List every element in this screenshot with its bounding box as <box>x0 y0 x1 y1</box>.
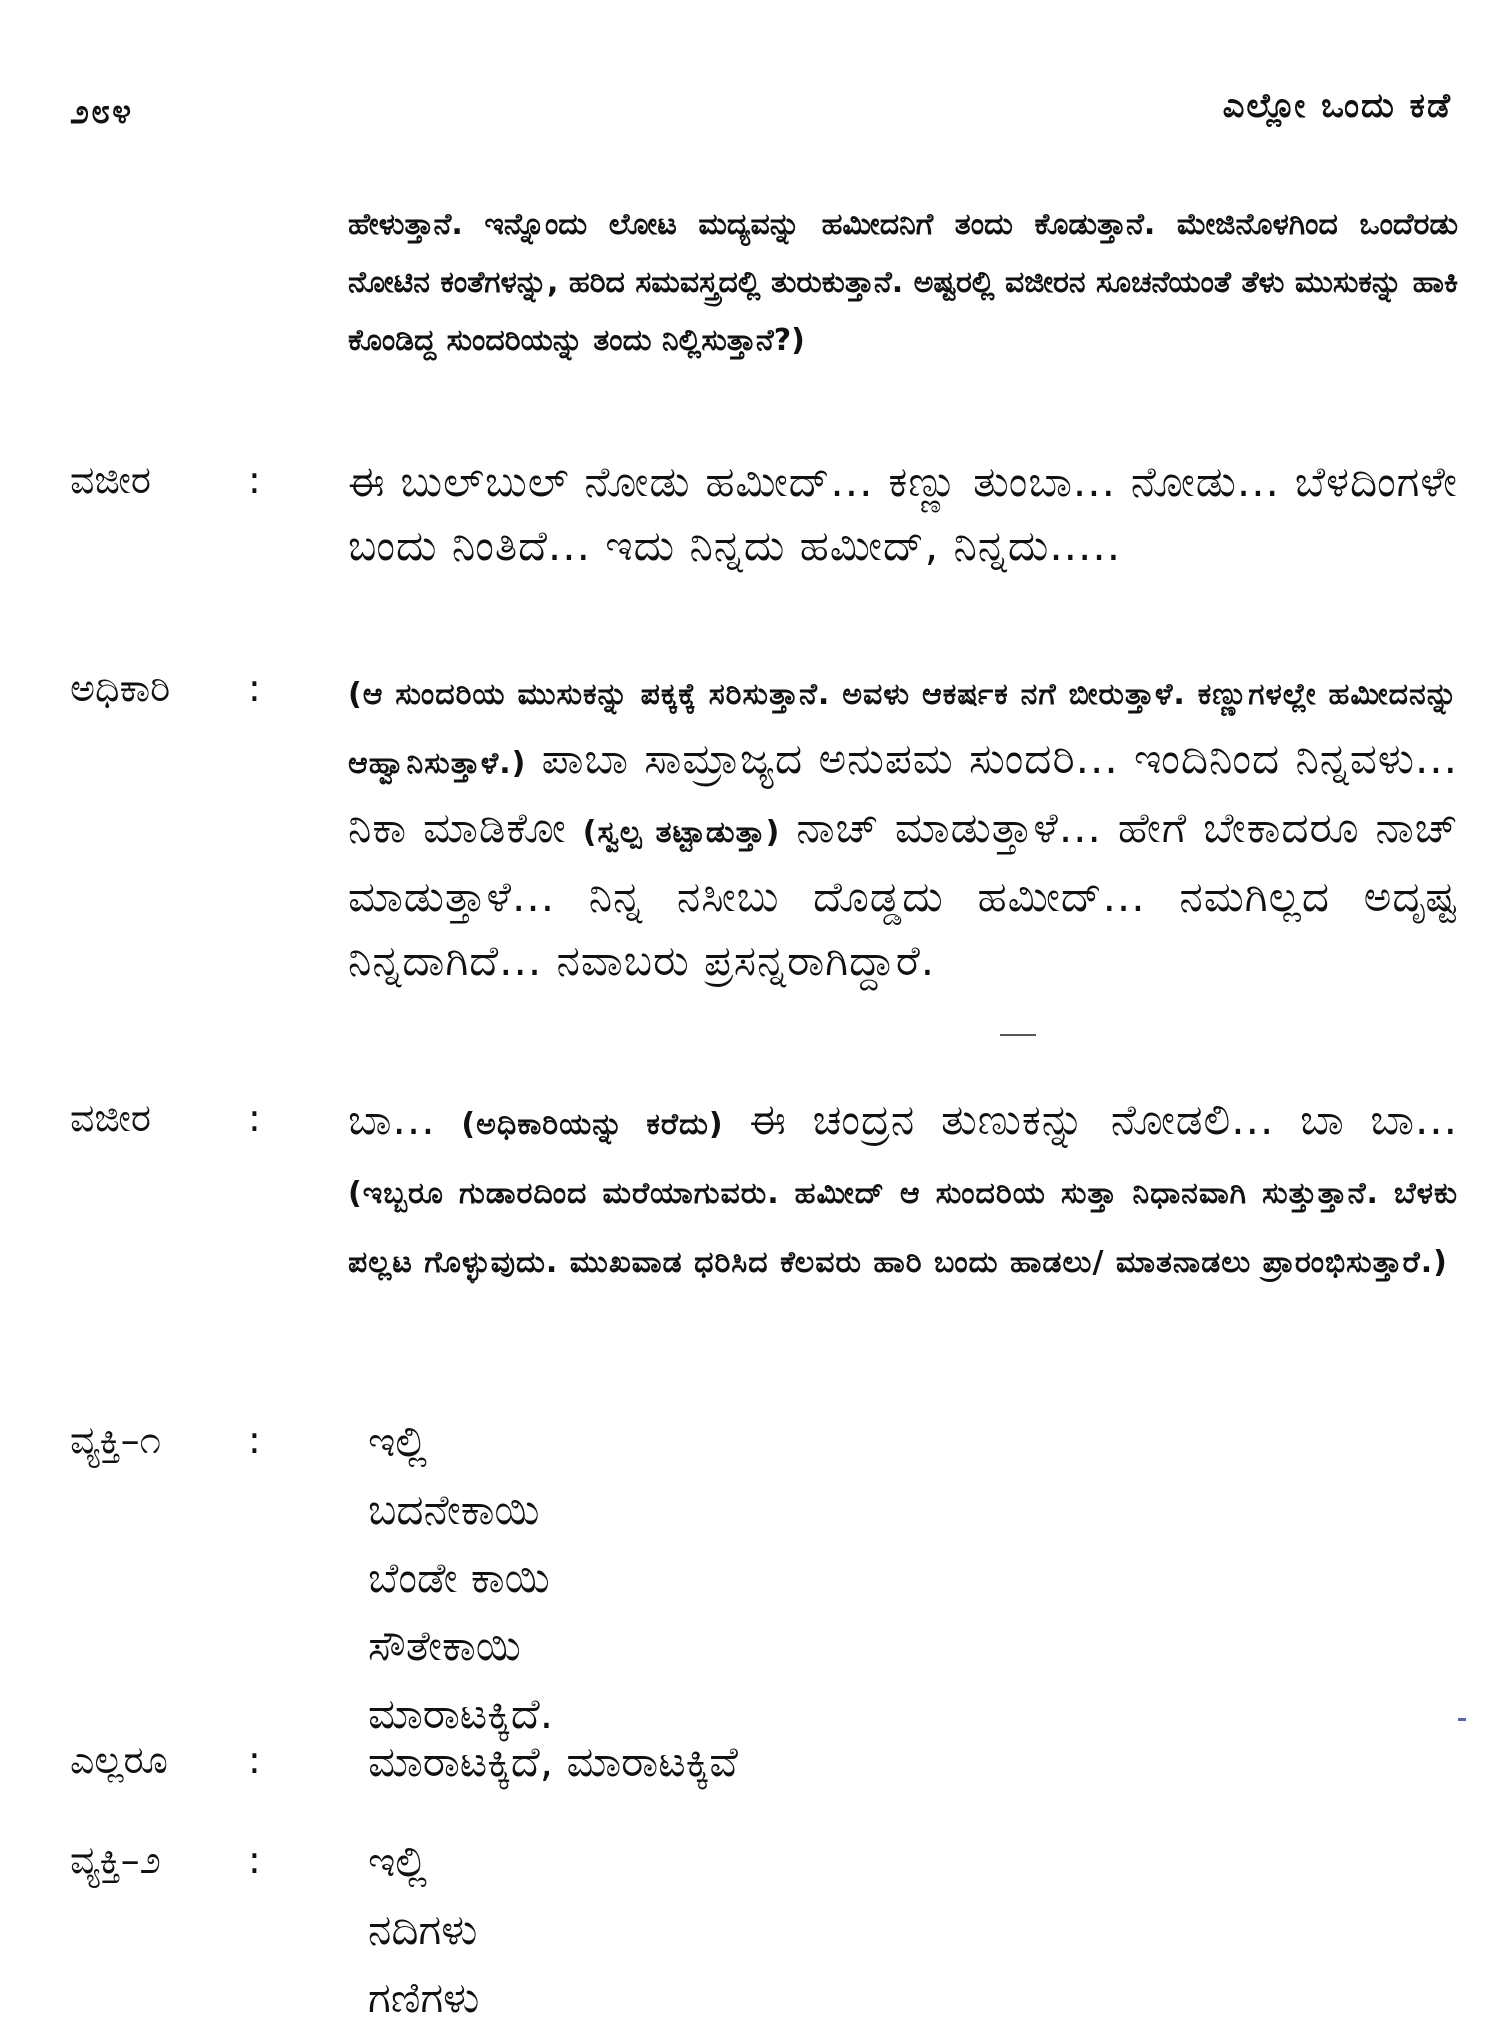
speaker-name: ವಜೀರ <box>70 458 151 502</box>
speaker-colon: : <box>248 1096 261 1140</box>
page-number: ೨೮೪ <box>70 92 134 132</box>
speaker-colon: : <box>248 1418 261 1462</box>
dialogue-vyakti-1 <box>368 1408 553 1748</box>
speaker-colon: : <box>248 666 261 710</box>
verse-line: ನದಿಗಳು <box>368 1905 478 1954</box>
dialogue-ellaru <box>368 1728 738 1796</box>
dialogue-text: ಬಾ... <box>348 1095 436 1144</box>
dialogue-text: ನಾಚ್ ಮಾಡುತ್ತಾಳೆ... ಹೇಗೆ ಬೇಕಾದರೂ ನಾಚ್ ಮಾಡುತ್ತಾಳೆ... ನಿನ್ನ ನಸೀಬು ದೊಡ್ಡದು ಹಮೀದ್... ನಮಗಿಲ್ಲದ ಅದೃಷ್ಟ ನಿನ್ನದಾಗಿದೆ... ನವಾಬರು ಪ್ರಸನ್ನರಾಗಿದ್ದಾರೆ. <box>348 803 1458 985</box>
verse-line: ಇಲ್ಲಿ <box>368 1417 428 1466</box>
dialogue-text: ಪಾಬಾ ಸಾಮ್ರಾಜ್ಯದ ಅನುಪಮ ಸುಂದರಿ... ಇಂದಿನಿಂದ ನಿನ್ನವಳು... ನಿಕಾ ಮಾಡಿಕೋ <box>348 734 1458 852</box>
verse-line: ಬದನೇಕಾಯಿ <box>368 1485 540 1534</box>
dialogue-vyakti-2 <box>368 1828 479 2032</box>
stage-direction: (ಸ್ವಲ್ಪ ತಟ್ಟಾಡುತ್ತಾ) <box>582 815 781 850</box>
verse-line: ಮಾರಾಟಕ್ಕಿದೆ. <box>368 1689 554 1738</box>
speaker-colon: : <box>248 1838 261 1882</box>
speaker-colon: : <box>248 458 261 502</box>
speaker-name: ಅಧಿಕಾರಿ <box>70 666 171 710</box>
scan-speck <box>1000 1034 1036 1036</box>
speaker-name: ಎಲ್ಲರೂ <box>70 1738 168 1782</box>
scan-speck <box>1458 1718 1466 1721</box>
dialogue-text: ಈ ಚಂದ್ರನ ತುಣುಕನ್ನು ನೋಡಲಿ... ಬಾ ಬಾ... <box>749 1095 1458 1144</box>
dialogue-text: ಮಾರಾಟಕ್ಕಿದೆ, ಮಾರಾಟಕ್ಕಿವೆ <box>368 1737 738 1786</box>
speaker-name: ವ್ಯಕ್ತಿ–೧ <box>70 1418 161 1462</box>
dialogue-vajeera-1: ಈ ಬುಲ್‌ಬುಲ್ ನೋಡು ಹಮೀದ್... ಕಣ್ಣು ತುಂಬಾ... ನೋಡು... ಬೆಳದಿಂಗಳೇ ಬಂದು ನಿಂತಿದೆ... ಇದು ನಿನ್ನದು ಹಮೀದ್, ನಿನ್ನದು..... <box>348 457 1458 570</box>
stage-direction: (ಆ ಸುಂದರಿಯ ಮುಸುಕನ್ನು ಪಕ್ಕಕ್ಕೆ ಸರಿಸುತ್ತಾನೆ. ಅವಳು ಆಕರ್ಷಕ ನಗೆ ಬೀರುತ್ತಾಳೆ. ಕಣ್ಣುಗಳಲ್ಲೇ ಹಮೀದನನ್ನು ಆಹ್ವಾನಿಸುತ್ತಾಳೆ.) <box>348 677 1458 781</box>
speaker-name: ವ್ಯಕ್ತಿ–೨ <box>70 1838 161 1882</box>
speaker-vyakti-2 <box>70 1838 330 1883</box>
book-title: ಎಲ್ಲೋ ಒಂದು ಕಡೆ <box>1222 86 1452 126</box>
verse-line: ಬೆಂಡೇ ಕಾಯಿ <box>368 1553 550 1602</box>
dialogue-vajeera-2 <box>348 1088 1458 1295</box>
verse-line: ಸೌತೇಕಾಯಿ <box>368 1621 521 1670</box>
speaker-vyakti-1 <box>70 1418 330 1463</box>
stage-direction: (ಇಬ್ಬರೂ ಗುಡಾರದಿಂದ ಮರೆಯಾಗುವರು. ಹಮೀದ್ ಆ ಸುಂದರಿಯ ಸುತ್ತಾ ನಿಧಾನವಾಗಿ ಸುತ್ತುತ್ತಾನೆ. ಬೆಳಕು ಪಲ್ಲಟ ಗೊಳ್ಳುವುದು. ಮುಖವಾಡ ಧರಿಸಿದ ಕೆಲವರು ಹಾರಿ ಬಂದು ಹಾಡಲು/ ಮಾತನಾಡಲು ಪ್ರಾರಂಭಿಸುತ್ತಾರೆ.) <box>348 1176 1458 1280</box>
speaker-adhikari <box>70 666 330 711</box>
stage-direction: (ಅಧಿಕಾರಿಯನ್ನು ಕರೆದು) <box>461 1107 724 1142</box>
speaker-vajeera <box>70 1096 330 1141</box>
speaker-ellaru <box>70 1738 330 1783</box>
speaker-name: ವಜೀರ <box>70 1096 151 1140</box>
verse-line: ಗಣಿಗಳು <box>368 1973 480 2022</box>
stage-direction-paragraph: ಹೇಳುತ್ತಾನೆ. ಇನ್ನೊಂದು ಲೋಟ ಮದ್ಯವನ್ನು ಹಮೀದನಿಗೆ ತಂದು ಕೊಡುತ್ತಾನೆ. ಮೇಜಿನೊಳಗಿಂದ ಒಂದೆರಡು ನೋಟಿನ ಕಂತೆಗಳನ್ನು, ಹರಿದ ಸಮವಸ್ತ್ರದಲ್ಲಿ ತುರುಕುತ್ತಾನೆ. ಅಷ್ಟರಲ್ಲಿ ವಜೀರನ ಸೂಚನೆಯಂತೆ ತೆಳು ಮುಸುಕನ್ನು ಹಾಕಿ ಕೊಂಡಿದ್ದ ಸುಂದರಿಯನ್ನು ತಂದು ನಿಲ್ಲಿಸುತ್ತಾನೆ?) <box>348 207 1458 358</box>
verse-line: ಇಲ್ಲಿ <box>368 1837 428 1886</box>
speaker-colon: : <box>248 1738 261 1782</box>
speaker-vajeera <box>70 458 330 503</box>
dialogue-adhikari <box>348 658 1458 993</box>
